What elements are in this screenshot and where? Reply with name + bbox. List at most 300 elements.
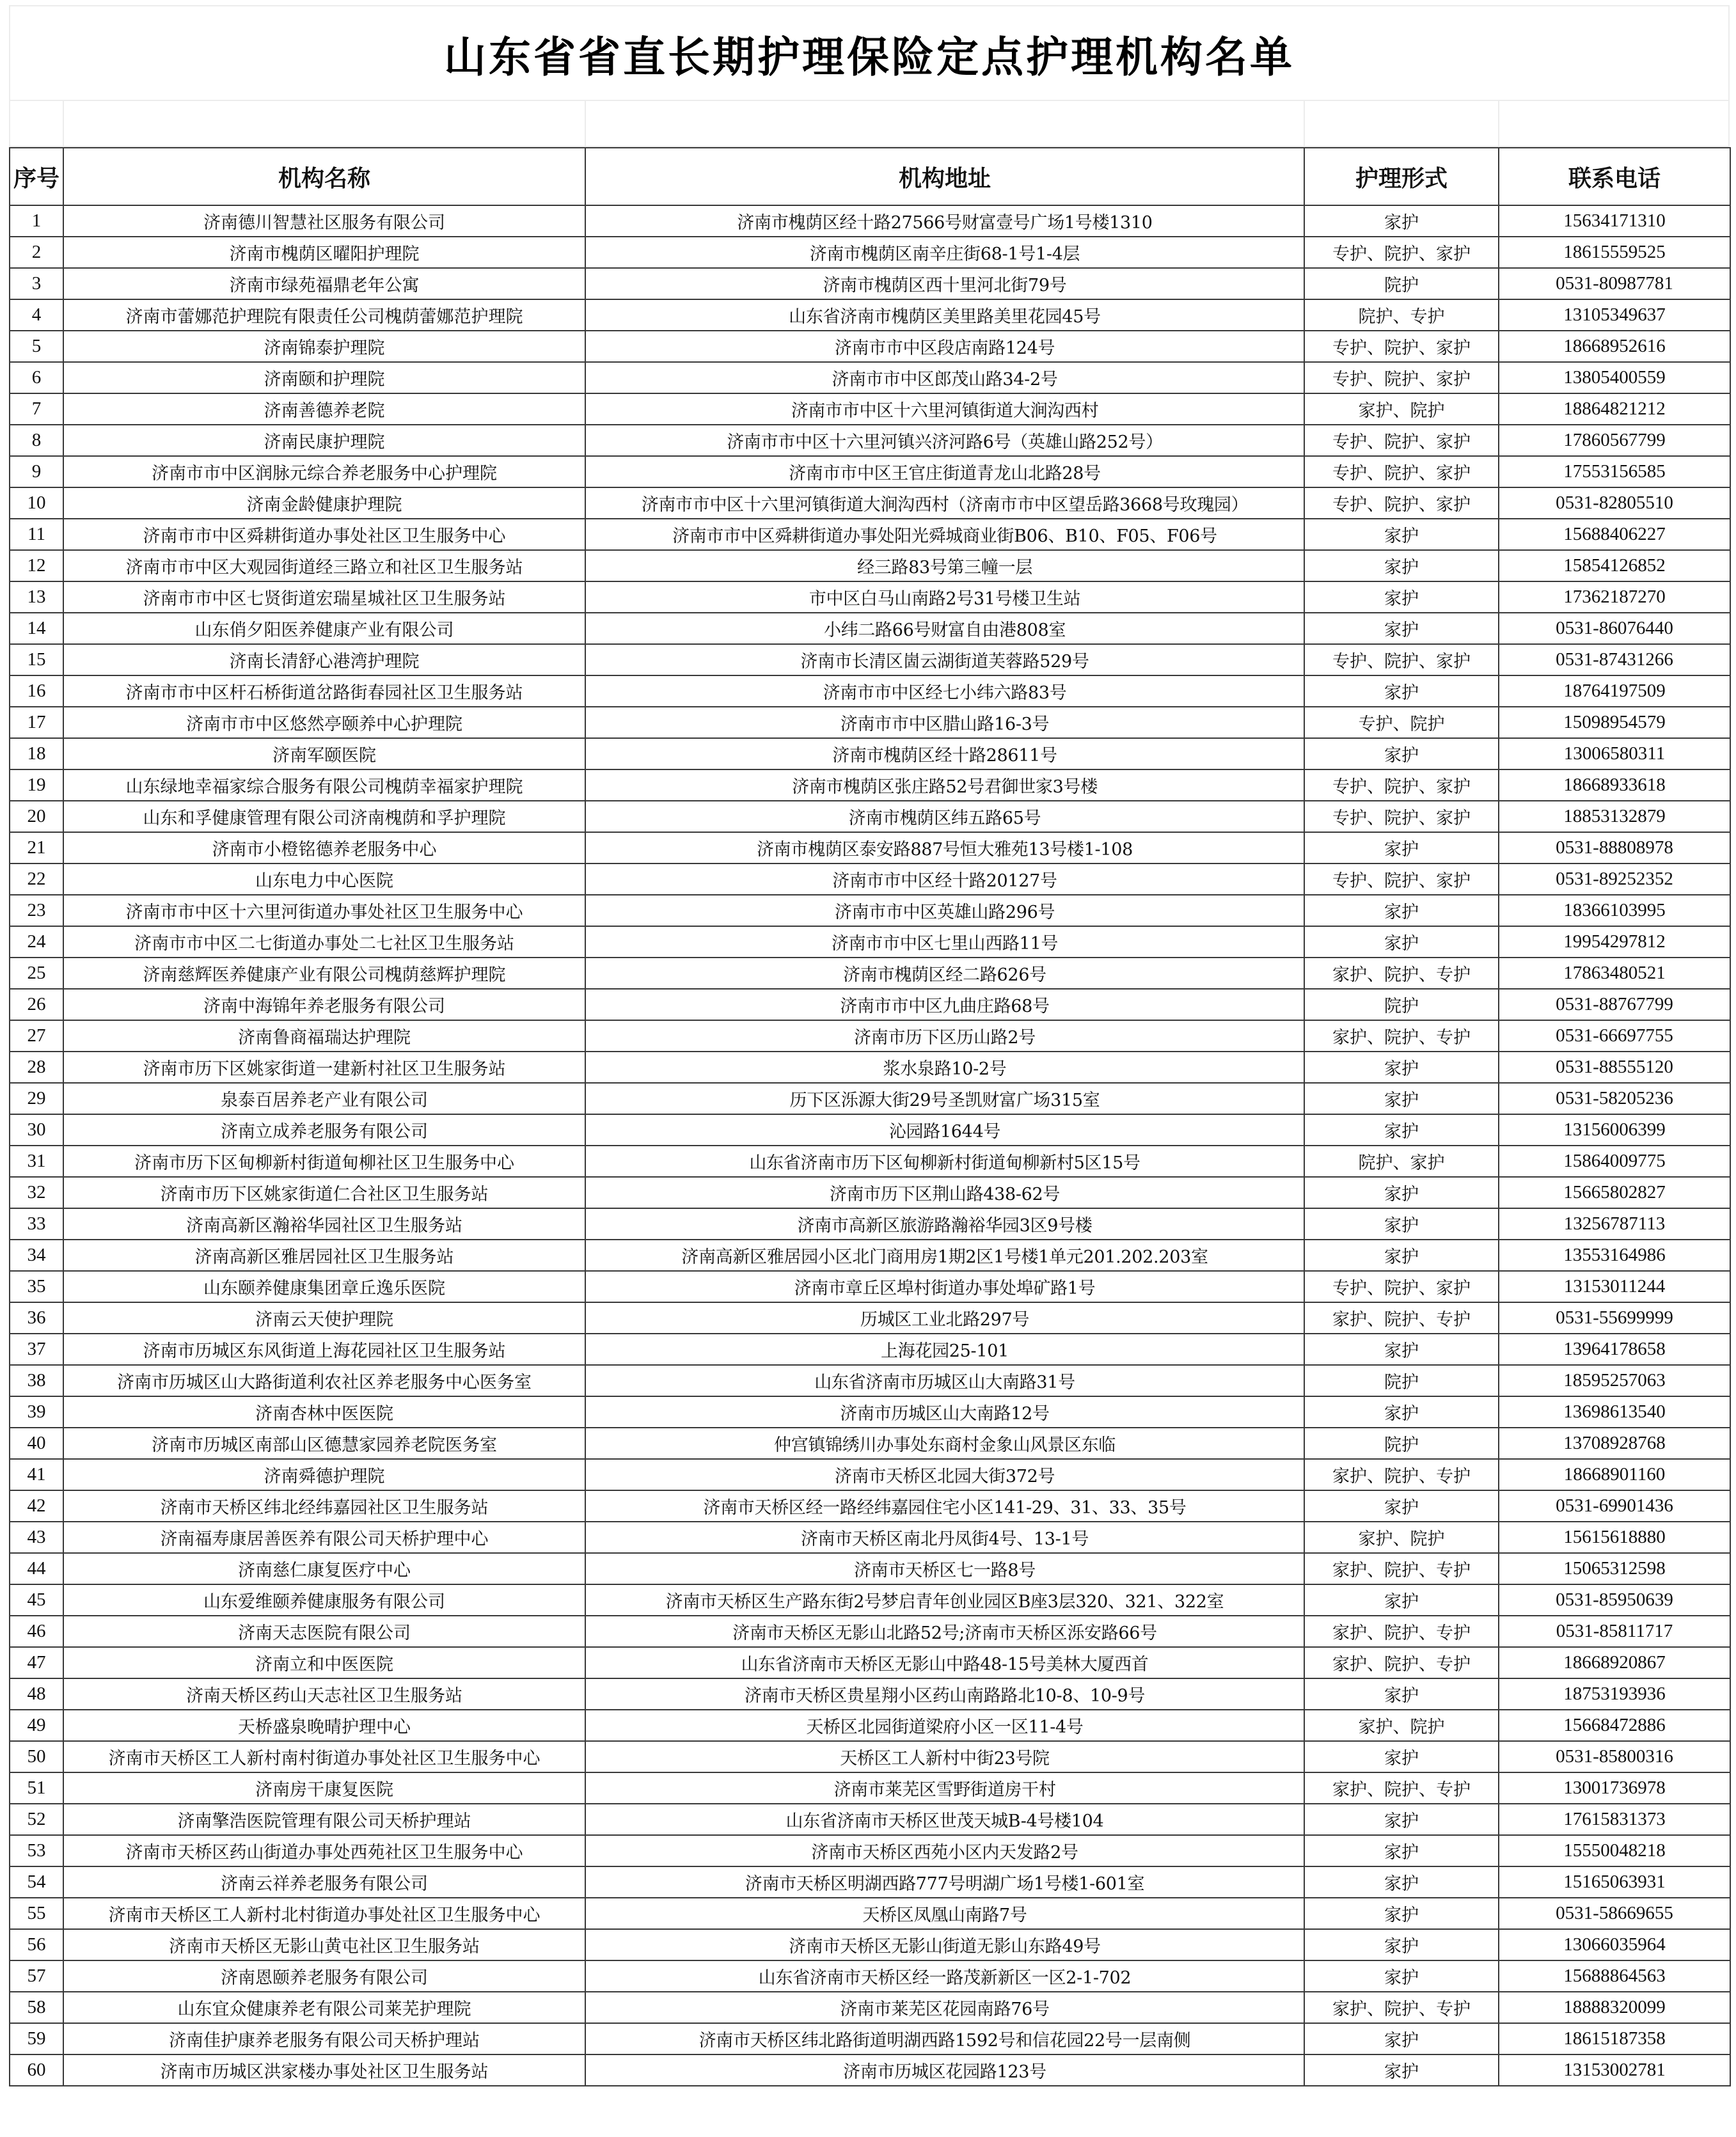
cell-name: 济南天志医院有限公司 — [63, 1616, 585, 1647]
cell-care-type: 专护、院护、家护 — [1304, 801, 1499, 832]
cell-name: 天桥盛泉晚晴护理中心 — [63, 1710, 585, 1741]
cell-address: 济南市槐荫区泰安路887号恒大雅苑13号楼1-108 — [585, 832, 1304, 863]
table-row — [10, 1208, 1730, 1240]
cell-name: 济南天桥区药山天志社区卫生服务站 — [63, 1678, 585, 1710]
cell-address: 仲宫镇锦绣川办事处东商村金象山风景区东临 — [585, 1428, 1304, 1459]
cell-care-type: 家护 — [1304, 613, 1499, 644]
cell-care-type: 家护 — [1304, 205, 1499, 237]
cell-address: 济南市市中区舜耕街道办事处阳光舜城商业街B06、B10、F05、F06号 — [585, 519, 1304, 550]
cell-care-type: 专护、院护、家护 — [1304, 425, 1499, 456]
cell-no: 4 — [10, 299, 63, 331]
cell-name: 济南舜德护理院 — [63, 1459, 585, 1490]
table-row — [10, 1553, 1730, 1584]
cell-no: 1 — [10, 205, 63, 237]
cell-address: 济南市市中区十六里河镇街道大涧沟西村（济南市市中区望岳路3668号玫瑰园） — [585, 487, 1304, 519]
cell-care-type: 专护、院护、家护 — [1304, 362, 1499, 393]
cell-name: 济南颐和护理院 — [63, 362, 585, 393]
table-row — [10, 2054, 1730, 2086]
table-row — [10, 1240, 1730, 1271]
table-row — [10, 1898, 1730, 1929]
cell-phone: 0531-89252352 — [1499, 863, 1730, 895]
cell-phone: 15065312598 — [1499, 1553, 1730, 1584]
cell-phone: 15098954579 — [1499, 707, 1730, 738]
cell-name: 济南市市中区润脉元综合养老服务中心护理院 — [63, 456, 585, 487]
cell-address: 济南市槐荫区张庄路52号君御世家3号楼 — [585, 769, 1304, 801]
cell-care-type: 院护 — [1304, 268, 1499, 299]
cell-care-type: 家护、院护、专护 — [1304, 1553, 1499, 1584]
table-row — [10, 393, 1730, 425]
cell-phone: 13006580311 — [1499, 738, 1730, 769]
cell-care-type: 家护 — [1304, 1334, 1499, 1365]
cell-care-type: 家护 — [1304, 675, 1499, 707]
cell-no: 57 — [10, 1960, 63, 1992]
cell-no: 14 — [10, 613, 63, 644]
cell-phone: 0531-80987781 — [1499, 268, 1730, 299]
cell-care-type: 专护、院护、家护 — [1304, 769, 1499, 801]
cell-address: 沁园路1644号 — [585, 1114, 1304, 1146]
table-header-row — [10, 148, 1730, 205]
cell-care-type: 院护、家护 — [1304, 1146, 1499, 1177]
cell-phone: 0531-86076440 — [1499, 613, 1730, 644]
cell-name: 济南福寿康居善医养有限公司天桥护理中心 — [63, 1522, 585, 1553]
cell-name: 济南市历下区姚家街道一建新村社区卫生服务站 — [63, 1052, 585, 1083]
table-row — [10, 1271, 1730, 1302]
cell-name: 济南市蕾娜范护理院有限责任公司槐荫蕾娜范护理院 — [63, 299, 585, 331]
cell-care-type: 家护 — [1304, 1678, 1499, 1710]
cell-phone: 18888320099 — [1499, 1992, 1730, 2023]
blank-cell — [9, 101, 63, 147]
cell-address: 济南市历下区荆山路438-62号 — [585, 1177, 1304, 1208]
cell-care-type: 家护 — [1304, 2023, 1499, 2054]
table-row — [10, 1459, 1730, 1490]
table-row — [10, 1678, 1730, 1710]
table-row — [10, 331, 1730, 362]
cell-name: 济南市天桥区工人新村南村街道办事处社区卫生服务中心 — [63, 1741, 585, 1772]
cell-phone: 18668933618 — [1499, 769, 1730, 801]
cell-no: 58 — [10, 1992, 63, 2023]
cell-phone: 15665802827 — [1499, 1177, 1730, 1208]
cell-name: 山东宜众健康养老有限公司莱芜护理院 — [63, 1992, 585, 2023]
table-row — [10, 205, 1730, 237]
cell-no: 56 — [10, 1929, 63, 1960]
cell-name: 济南市市中区舜耕街道办事处社区卫生服务中心 — [63, 519, 585, 550]
table-row — [10, 613, 1730, 644]
cell-no: 25 — [10, 958, 63, 989]
cell-name: 济南市历城区南部山区德慧家园养老院医务室 — [63, 1428, 585, 1459]
cell-care-type: 家护、院护 — [1304, 393, 1499, 425]
cell-name: 济南立成养老服务有限公司 — [63, 1114, 585, 1146]
cell-no: 51 — [10, 1772, 63, 1804]
cell-phone: 17362187270 — [1499, 581, 1730, 613]
table-row — [10, 237, 1730, 268]
cell-address: 小纬二路66号财富自由港808室 — [585, 613, 1304, 644]
cell-phone: 15854126852 — [1499, 550, 1730, 581]
table-row — [10, 1710, 1730, 1741]
cell-no: 19 — [10, 769, 63, 801]
blank-cell — [585, 101, 1304, 147]
cell-address: 济南市章丘区埠村街道办事处埠矿路1号 — [585, 1271, 1304, 1302]
cell-address: 济南市市中区英雄山路296号 — [585, 895, 1304, 926]
cell-address: 济南市天桥区无影山街道无影山东路49号 — [585, 1929, 1304, 1960]
table-row — [10, 1020, 1730, 1052]
cell-phone: 13156006399 — [1499, 1114, 1730, 1146]
table-row — [10, 1992, 1730, 2023]
cell-care-type: 家护 — [1304, 1835, 1499, 1866]
cell-care-type: 家护 — [1304, 581, 1499, 613]
cell-address: 经三路83号第三幢一层 — [585, 550, 1304, 581]
cell-phone: 15634171310 — [1499, 205, 1730, 237]
cell-address: 济南市天桥区北园大街372号 — [585, 1459, 1304, 1490]
cell-care-type: 家护 — [1304, 1960, 1499, 1992]
cell-address: 济南市历城区花园路123号 — [585, 2054, 1304, 2086]
cell-address: 济南市天桥区生产路东街2号梦启青年创业园区B座3层320、321、322室 — [585, 1584, 1304, 1616]
table-row — [10, 644, 1730, 675]
header-address: 机构地址 — [585, 148, 1304, 205]
cell-phone: 15165063931 — [1499, 1866, 1730, 1898]
cell-care-type: 家护 — [1304, 1052, 1499, 1083]
cell-no: 18 — [10, 738, 63, 769]
cell-care-type: 专护、院护、家护 — [1304, 1271, 1499, 1302]
cell-address: 历下区泺源大街29号圣凯财富广场315室 — [585, 1083, 1304, 1114]
cell-no: 6 — [10, 362, 63, 393]
cell-name: 济南鲁商福瑞达护理院 — [63, 1020, 585, 1052]
cell-name: 济南杏林中医医院 — [63, 1396, 585, 1428]
cell-phone: 18753193936 — [1499, 1678, 1730, 1710]
cell-address: 济南市市中区经七小纬六路83号 — [585, 675, 1304, 707]
table-row — [10, 1114, 1730, 1146]
cell-no: 55 — [10, 1898, 63, 1929]
cell-name: 济南长清舒心港湾护理院 — [63, 644, 585, 675]
cell-care-type: 专护、院护、家护 — [1304, 456, 1499, 487]
cell-address: 济南市市中区段店南路124号 — [585, 331, 1304, 362]
blank-cell — [63, 101, 585, 147]
table-row — [10, 2023, 1730, 2054]
cell-no: 53 — [10, 1835, 63, 1866]
cell-care-type: 家护 — [1304, 2054, 1499, 2086]
cell-care-type: 院护 — [1304, 1428, 1499, 1459]
table-row — [10, 1647, 1730, 1678]
table-row — [10, 1522, 1730, 1553]
cell-address: 济南市天桥区纬北路街道明湖西路1592号和信花园22号一层南侧 — [585, 2023, 1304, 2054]
cell-phone: 13066035964 — [1499, 1929, 1730, 1960]
cell-address: 济南市莱芜区雪野街道房干村 — [585, 1772, 1304, 1804]
header-phone: 联系电话 — [1499, 148, 1730, 205]
cell-address: 市中区白马山南路2号31号楼卫生站 — [585, 581, 1304, 613]
cell-name: 济南善德养老院 — [63, 393, 585, 425]
cell-no: 23 — [10, 895, 63, 926]
institution-table — [9, 147, 1731, 2086]
cell-address: 天桥区凤凰山南路7号 — [585, 1898, 1304, 1929]
cell-care-type: 家护 — [1304, 1741, 1499, 1772]
cell-no: 39 — [10, 1396, 63, 1428]
table-row — [10, 1960, 1730, 1992]
cell-care-type: 院护 — [1304, 989, 1499, 1020]
cell-address: 济南市莱芜区花园南路76号 — [585, 1992, 1304, 2023]
cell-phone: 18864821212 — [1499, 393, 1730, 425]
cell-no: 2 — [10, 237, 63, 268]
cell-care-type: 家护、院护、专护 — [1304, 1992, 1499, 2023]
cell-no: 54 — [10, 1866, 63, 1898]
table-row — [10, 1083, 1730, 1114]
cell-name: 山东爱维颐养健康服务有限公司 — [63, 1584, 585, 1616]
table-row — [10, 1929, 1730, 1960]
cell-address: 济南市市中区郎茂山路34-2号 — [585, 362, 1304, 393]
cell-phone: 18668952616 — [1499, 331, 1730, 362]
table-row — [10, 1584, 1730, 1616]
cell-address: 上海花园25-101 — [585, 1334, 1304, 1365]
cell-care-type: 院护 — [1304, 1365, 1499, 1396]
cell-address: 济南市槐荫区南辛庄街68-1号1-4层 — [585, 237, 1304, 268]
cell-no: 22 — [10, 863, 63, 895]
cell-address: 济南市天桥区贵星翔小区药山南路路北10-8、10-9号 — [585, 1678, 1304, 1710]
cell-phone: 13964178658 — [1499, 1334, 1730, 1365]
cell-care-type: 家护 — [1304, 519, 1499, 550]
cell-address: 天桥区北园街道梁府小区一区11-4号 — [585, 1710, 1304, 1741]
cell-phone: 18764197509 — [1499, 675, 1730, 707]
cell-no: 59 — [10, 2023, 63, 2054]
cell-care-type: 家护、院护 — [1304, 1710, 1499, 1741]
table-row — [10, 581, 1730, 613]
cell-phone: 17860567799 — [1499, 425, 1730, 456]
cell-care-type: 家护 — [1304, 1929, 1499, 1960]
cell-address: 济南市槐荫区纬五路65号 — [585, 801, 1304, 832]
cell-name: 济南市天桥区无影山黄屯社区卫生服务站 — [63, 1929, 585, 1960]
cell-no: 36 — [10, 1302, 63, 1334]
cell-no: 3 — [10, 268, 63, 299]
cell-phone: 0531-66697755 — [1499, 1020, 1730, 1052]
cell-no: 21 — [10, 832, 63, 863]
blank-cell — [1498, 101, 1730, 147]
cell-no: 20 — [10, 801, 63, 832]
table-row — [10, 487, 1730, 519]
cell-address: 浆水泉路10-2号 — [585, 1052, 1304, 1083]
table-row — [10, 1741, 1730, 1772]
cell-address: 济南市市中区腊山路16-3号 — [585, 707, 1304, 738]
cell-name: 济南市历下区甸柳新村街道甸柳社区卫生服务中心 — [63, 1146, 585, 1177]
cell-care-type: 家护、院护、专护 — [1304, 1302, 1499, 1334]
table-row — [10, 675, 1730, 707]
cell-care-type: 专护、院护 — [1304, 707, 1499, 738]
cell-phone: 18668920867 — [1499, 1647, 1730, 1678]
cell-address: 济南市市中区十六里河镇兴济河路6号（英雄山路252号） — [585, 425, 1304, 456]
cell-no: 52 — [10, 1804, 63, 1835]
cell-no: 5 — [10, 331, 63, 362]
cell-phone: 0531-85811717 — [1499, 1616, 1730, 1647]
cell-name: 济南恩颐养老服务有限公司 — [63, 1960, 585, 1992]
table-row — [10, 926, 1730, 958]
cell-address: 济南市槐荫区经十路27566号财富壹号广场1号楼1310 — [585, 205, 1304, 237]
cell-name: 济南云祥养老服务有限公司 — [63, 1866, 585, 1898]
table-row — [10, 707, 1730, 738]
table-row — [10, 1490, 1730, 1522]
cell-name: 山东颐养健康集团章丘逸乐医院 — [63, 1271, 585, 1302]
cell-care-type: 家护 — [1304, 1584, 1499, 1616]
table-row — [10, 519, 1730, 550]
cell-no: 27 — [10, 1020, 63, 1052]
cell-address: 山东省济南市天桥区经一路茂新新区一区2-1-702 — [585, 1960, 1304, 1992]
table-row — [10, 1365, 1730, 1396]
cell-no: 7 — [10, 393, 63, 425]
cell-name: 济南市市中区二七街道办事处二七社区卫生服务站 — [63, 926, 585, 958]
cell-no: 34 — [10, 1240, 63, 1271]
cell-name: 济南高新区雅居园社区卫生服务站 — [63, 1240, 585, 1271]
cell-name: 济南佳护康养老服务有限公司天桥护理站 — [63, 2023, 585, 2054]
cell-name: 济南慈辉医养健康产业有限公司槐荫慈辉护理院 — [63, 958, 585, 989]
header-no: 序号 — [10, 148, 63, 205]
table-row — [10, 1616, 1730, 1647]
cell-care-type: 家护、院护、专护 — [1304, 1459, 1499, 1490]
cell-phone: 0531-88767799 — [1499, 989, 1730, 1020]
cell-name: 济南市市中区悠然亭颐养中心护理院 — [63, 707, 585, 738]
cell-phone: 17615831373 — [1499, 1804, 1730, 1835]
cell-no: 15 — [10, 644, 63, 675]
cell-care-type: 专护、院护、家护 — [1304, 644, 1499, 675]
cell-phone: 15864009775 — [1499, 1146, 1730, 1177]
table-row — [10, 832, 1730, 863]
cell-address: 济南市槐荫区经十路28611号 — [585, 738, 1304, 769]
cell-phone: 18853132879 — [1499, 801, 1730, 832]
cell-no: 31 — [10, 1146, 63, 1177]
cell-phone: 15615618880 — [1499, 1522, 1730, 1553]
table-row — [10, 863, 1730, 895]
cell-care-type: 院护、专护 — [1304, 299, 1499, 331]
cell-care-type: 家护 — [1304, 895, 1499, 926]
title-row — [9, 5, 1730, 101]
cell-name: 济南军颐医院 — [63, 738, 585, 769]
table-row — [10, 268, 1730, 299]
cell-phone: 0531-85800316 — [1499, 1741, 1730, 1772]
cell-phone: 18595257063 — [1499, 1365, 1730, 1396]
cell-address: 济南市天桥区西苑小区内天发路2号 — [585, 1835, 1304, 1866]
cell-care-type: 家护、院护、专护 — [1304, 1616, 1499, 1647]
table-row — [10, 1835, 1730, 1866]
cell-name: 济南市历下区姚家街道仁合社区卫生服务站 — [63, 1177, 585, 1208]
cell-phone: 0531-88555120 — [1499, 1052, 1730, 1083]
table-row — [10, 1396, 1730, 1428]
cell-address: 山东省济南市天桥区世茂天城B-4号楼104 — [585, 1804, 1304, 1835]
cell-address: 济南市天桥区七一路8号 — [585, 1553, 1304, 1584]
page-title: 山东省省直长期护理保险定点护理机构名单 — [444, 31, 1295, 82]
cell-no: 16 — [10, 675, 63, 707]
cell-phone: 13256787113 — [1499, 1208, 1730, 1240]
cell-no: 41 — [10, 1459, 63, 1490]
cell-no: 46 — [10, 1616, 63, 1647]
cell-phone: 13153002781 — [1499, 2054, 1730, 2086]
cell-address: 山东省济南市天桥区无影山中路48-15号美林大厦西首 — [585, 1647, 1304, 1678]
cell-phone: 0531-58669655 — [1499, 1898, 1730, 1929]
cell-no: 10 — [10, 487, 63, 519]
cell-name: 济南高新区瀚裕华园社区卫生服务站 — [63, 1208, 585, 1240]
cell-phone: 19954297812 — [1499, 926, 1730, 958]
table-row — [10, 1302, 1730, 1334]
cell-address: 济南市历下区历山路2号 — [585, 1020, 1304, 1052]
cell-no: 8 — [10, 425, 63, 456]
header-care-type: 护理形式 — [1304, 148, 1499, 205]
table-row — [10, 895, 1730, 926]
header-name: 机构名称 — [63, 148, 585, 205]
table-row — [10, 1177, 1730, 1208]
cell-no: 17 — [10, 707, 63, 738]
table-row — [10, 456, 1730, 487]
cell-care-type: 家护 — [1304, 1396, 1499, 1428]
cell-name: 济南市绿苑福鼎老年公寓 — [63, 268, 585, 299]
cell-address: 济南市市中区王官庄街道青龙山北路28号 — [585, 456, 1304, 487]
cell-care-type: 家护、院护、专护 — [1304, 1020, 1499, 1052]
cell-no: 48 — [10, 1678, 63, 1710]
cell-no: 24 — [10, 926, 63, 958]
cell-name: 济南慈仁康复医疗中心 — [63, 1553, 585, 1584]
cell-address: 山东省济南市槐荫区美里路美里花园45号 — [585, 299, 1304, 331]
cell-no: 49 — [10, 1710, 63, 1741]
table-row — [10, 299, 1730, 331]
cell-address: 历城区工业北路297号 — [585, 1302, 1304, 1334]
cell-no: 11 — [10, 519, 63, 550]
cell-phone: 18668901160 — [1499, 1459, 1730, 1490]
cell-care-type: 家护 — [1304, 1083, 1499, 1114]
cell-care-type: 家护 — [1304, 1208, 1499, 1240]
table-row — [10, 550, 1730, 581]
cell-name: 济南市天桥区工人新村北村街道办事处社区卫生服务中心 — [63, 1898, 585, 1929]
cell-phone: 13105349637 — [1499, 299, 1730, 331]
cell-address: 济南市长清区崮云湖街道芙蓉路529号 — [585, 644, 1304, 675]
cell-phone: 0531-87431266 — [1499, 644, 1730, 675]
cell-address: 天桥区工人新村中街23号院 — [585, 1741, 1304, 1772]
cell-no: 38 — [10, 1365, 63, 1396]
cell-care-type: 家护 — [1304, 1177, 1499, 1208]
cell-care-type: 家护 — [1304, 1866, 1499, 1898]
cell-phone: 13001736978 — [1499, 1772, 1730, 1804]
cell-name: 济南云天使护理院 — [63, 1302, 585, 1334]
cell-no: 12 — [10, 550, 63, 581]
cell-address: 济南市市中区经十路20127号 — [585, 863, 1304, 895]
cell-name: 济南擎浩医院管理有限公司天桥护理站 — [63, 1804, 585, 1835]
cell-name: 泉泰百居养老产业有限公司 — [63, 1083, 585, 1114]
cell-address: 济南市市中区九曲庄路68号 — [585, 989, 1304, 1020]
cell-phone: 13805400559 — [1499, 362, 1730, 393]
cell-address: 济南市市中区十六里河镇街道大涧沟西村 — [585, 393, 1304, 425]
cell-care-type: 家护 — [1304, 926, 1499, 958]
blank-row — [9, 101, 1730, 147]
cell-no: 42 — [10, 1490, 63, 1522]
table-row — [10, 425, 1730, 456]
cell-phone: 15668472886 — [1499, 1710, 1730, 1741]
cell-phone: 18615559525 — [1499, 237, 1730, 268]
cell-name: 济南德川智慧社区服务有限公司 — [63, 205, 585, 237]
cell-phone: 0531-85950639 — [1499, 1584, 1730, 1616]
cell-name: 济南市市中区杆石桥街道岔路街春园社区卫生服务站 — [63, 675, 585, 707]
cell-address: 济南市天桥区无影山北路52号;济南市天桥区泺安路66号 — [585, 1616, 1304, 1647]
cell-care-type: 家护 — [1304, 1898, 1499, 1929]
table-body — [10, 205, 1730, 2086]
cell-phone: 13698613540 — [1499, 1396, 1730, 1428]
table-row — [10, 362, 1730, 393]
cell-phone: 13708928768 — [1499, 1428, 1730, 1459]
cell-phone: 18615187358 — [1499, 2023, 1730, 2054]
cell-no: 29 — [10, 1083, 63, 1114]
cell-name: 济南市市中区十六里河街道办事处社区卫生服务中心 — [63, 895, 585, 926]
cell-address: 济南市高新区旅游路瀚裕华园3区9号楼 — [585, 1208, 1304, 1240]
table-row — [10, 1866, 1730, 1898]
cell-name: 济南市市中区七贤街道宏瑞星城社区卫生服务站 — [63, 581, 585, 613]
cell-name: 济南市市中区大观园街道经三路立和社区卫生服务站 — [63, 550, 585, 581]
cell-address: 济南市槐荫区经二路626号 — [585, 958, 1304, 989]
cell-phone: 17863480521 — [1499, 958, 1730, 989]
cell-no: 40 — [10, 1428, 63, 1459]
cell-no: 9 — [10, 456, 63, 487]
cell-care-type: 家护、院护、专护 — [1304, 1772, 1499, 1804]
cell-name: 山东和孚健康管理有限公司济南槐荫和孚护理院 — [63, 801, 585, 832]
cell-no: 47 — [10, 1647, 63, 1678]
